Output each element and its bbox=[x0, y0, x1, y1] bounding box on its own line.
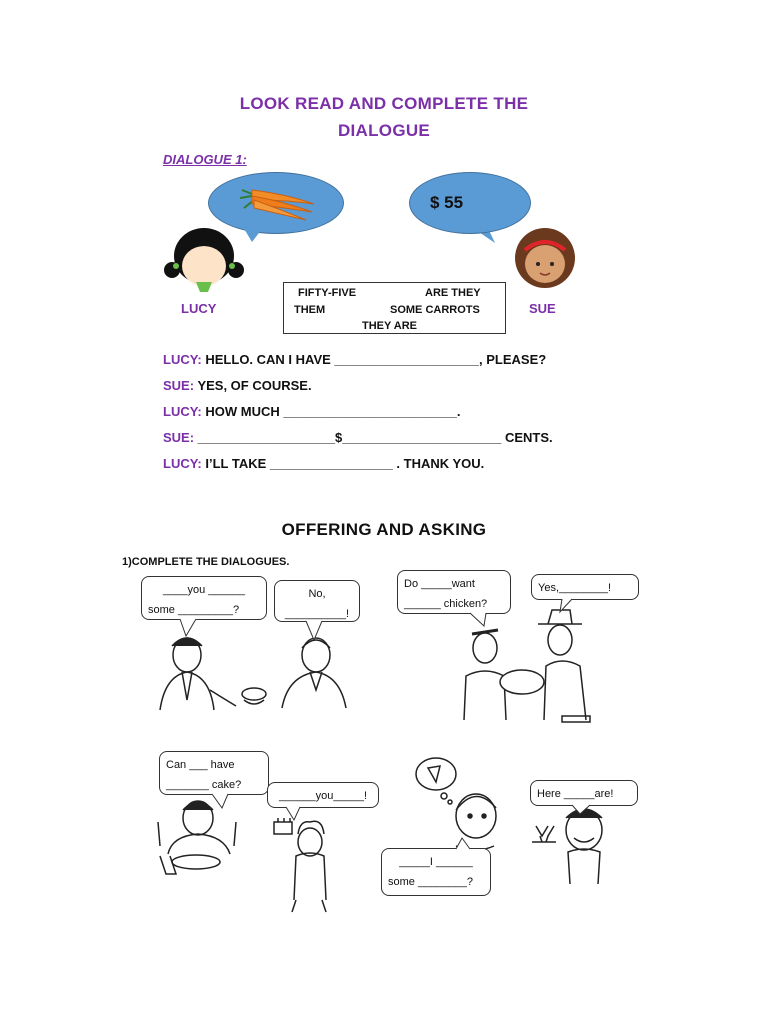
word-bank-item: FIFTY-FIVE bbox=[298, 287, 357, 299]
speaker: LUCY: bbox=[163, 404, 202, 419]
bubble-line: ______ chicken? bbox=[404, 598, 488, 610]
bubble-line: Do _____want bbox=[404, 578, 475, 590]
line-text: HOW MUCH ________________________. bbox=[201, 404, 461, 419]
bubble-line: Yes,________! bbox=[538, 582, 611, 594]
lucy-name-label: LUCY bbox=[181, 301, 217, 316]
word-bank-item: THEY ARE bbox=[362, 320, 418, 332]
title-line-2: DIALOGUE bbox=[337, 121, 431, 140]
bubble-line: _____I ______ bbox=[399, 856, 473, 868]
bubble-line: No, bbox=[308, 588, 326, 600]
instruction: 1)COMPLETE THE DIALOGUES. bbox=[122, 556, 290, 568]
bubble-line: __________! bbox=[284, 608, 350, 620]
title-line-1: LOOK READ AND COMPLETE THE bbox=[239, 94, 529, 113]
sue-name-label: SUE bbox=[529, 301, 556, 316]
word-bank-item: ARE THEY bbox=[425, 287, 481, 299]
price-label: $ 55 bbox=[430, 193, 464, 212]
line-text: HELLO. CAN I HAVE ____________________, PLEASE? bbox=[201, 352, 547, 367]
section-title: OFFERING AND ASKING bbox=[281, 520, 487, 539]
speaker: LUCY: bbox=[163, 352, 202, 367]
bubble-line: Can ___ have bbox=[166, 759, 235, 771]
dialogue-1-label: DIALOGUE 1: bbox=[163, 152, 247, 167]
speaker: SUE: bbox=[163, 378, 195, 393]
line-text: YES, OF COURSE. bbox=[194, 378, 312, 393]
word-bank-item: THEM bbox=[294, 304, 326, 316]
bubble-line: ______you_____! bbox=[278, 790, 368, 802]
line-text: I’LL TAKE _________________ . THANK YOU. bbox=[201, 456, 485, 471]
speaker: SUE: bbox=[163, 430, 195, 445]
bubble-line: _______ cake? bbox=[166, 779, 242, 791]
speaker: LUCY: bbox=[163, 456, 202, 471]
word-bank-item: SOME CARROTS bbox=[390, 304, 480, 316]
line-text: ___________________$______________________ CENTS. bbox=[194, 430, 553, 445]
bubble-line: some ________? bbox=[388, 876, 474, 888]
bubble-line: Here _____are! bbox=[537, 788, 614, 800]
bubble-line: ____you ______ bbox=[163, 584, 245, 596]
bubble-line: some _________? bbox=[148, 604, 240, 616]
